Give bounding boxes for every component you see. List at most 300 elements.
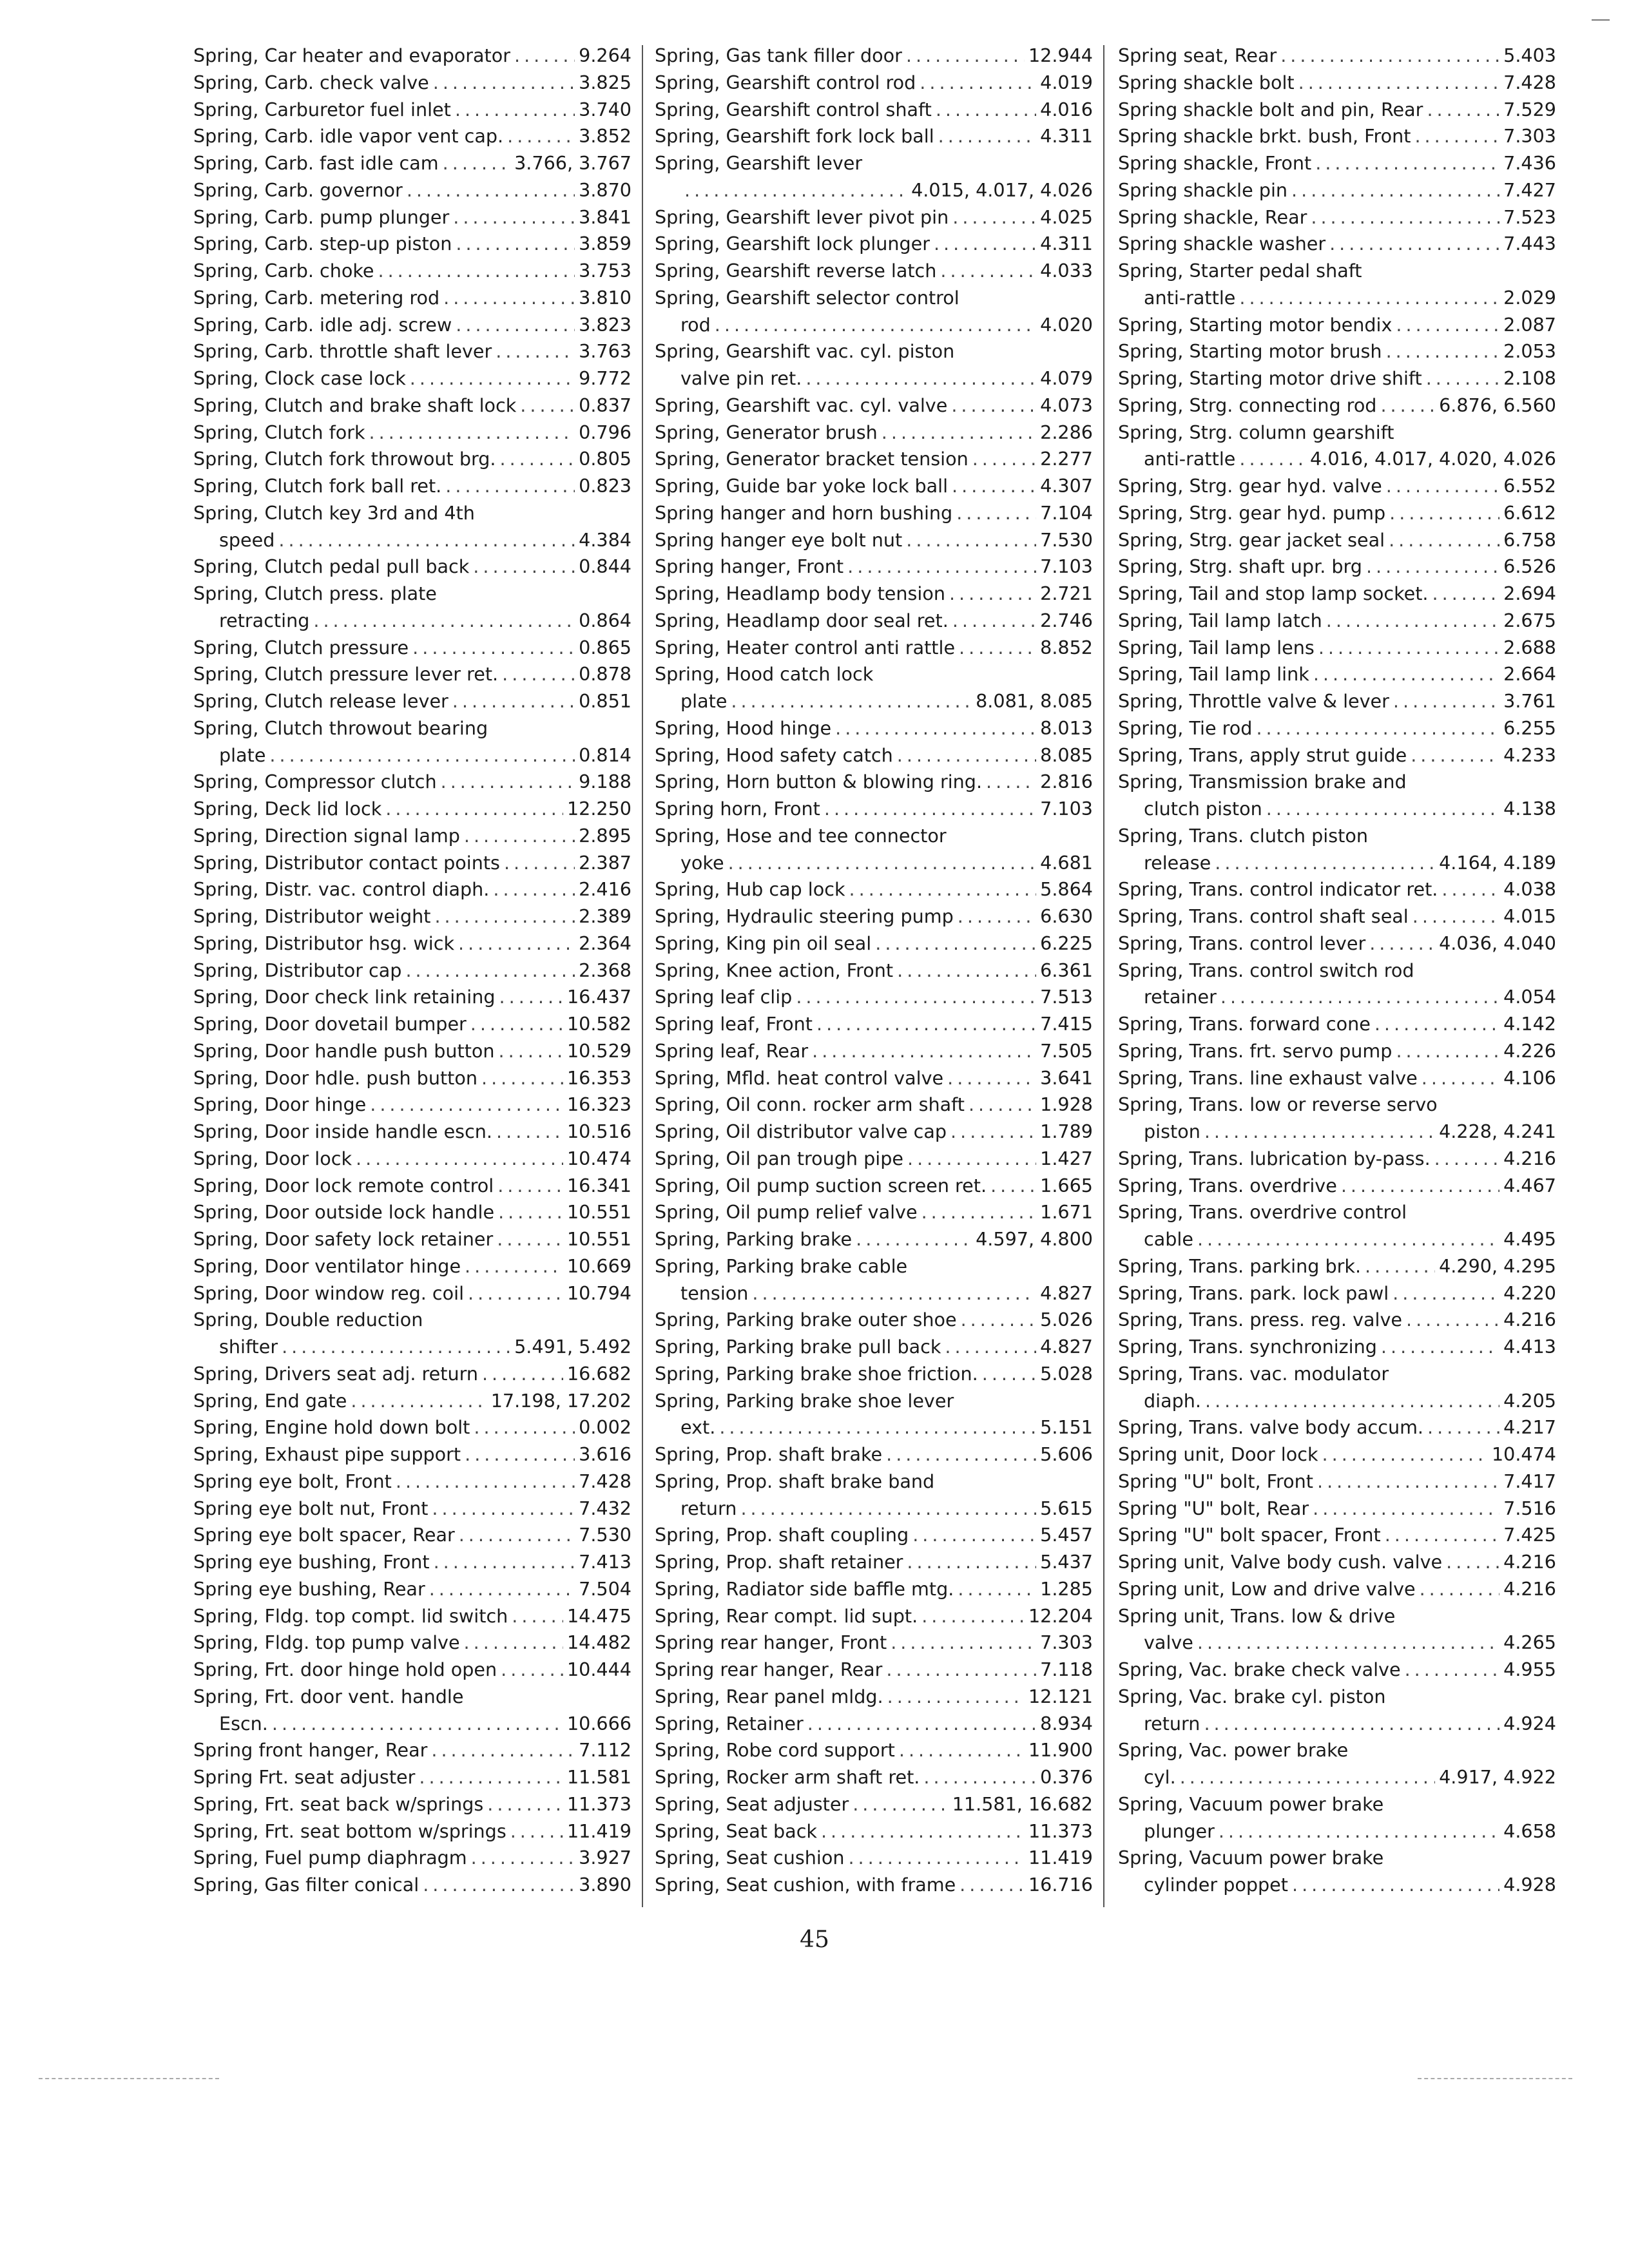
entry-text: plate [680,690,728,712]
entry-text: Spring eye bolt, Front [193,1470,392,1492]
index-entry [655,850,1093,877]
leader-dots [728,850,1037,877]
leader-dots [897,957,1036,985]
entry-text: Spring, Clutch pressure [193,636,409,658]
entry-page-ref: 12.121 [1028,1685,1093,1707]
entry-page-ref: 5.437 [1040,1551,1093,1573]
index-entry [1118,930,1556,957]
index-entry [655,796,1093,823]
leader-dots [958,903,1036,930]
leader-dots [510,1818,563,1845]
leader-dots [972,446,1036,473]
entry-text: Spring, Heater control anti rattle [655,636,956,658]
leader-dots [956,500,1036,527]
index-entry [193,1872,631,1899]
entry-text: Spring, Knee action, Front [655,959,894,981]
entry-page-ref: 6.361 [1040,959,1093,981]
entry-text: Spring, Fldg. top pump valve [193,1631,460,1654]
entry-text: Spring, Carb. pump plunger [193,206,450,228]
index-entry [193,1226,631,1253]
entry-page-ref: 3.753 [579,260,631,282]
leader-dots [853,1791,949,1818]
index-entry [1118,1226,1556,1253]
entry-page-ref: 10.551 [566,1201,631,1224]
entry-text: Spring shackle bolt and pin, Rear [1118,98,1423,120]
entry-text: Spring, Door window reg. coil [193,1282,465,1304]
entry-text: Spring, Hydraulic steering pump [655,905,954,927]
index-entry [193,285,631,312]
leader-dots [434,1549,575,1576]
entry-text: Spring shackle pin [1118,178,1288,201]
entry-page-ref: 7.303 [1040,1631,1093,1654]
index-entry [193,1038,631,1065]
leader-dots [1298,70,1500,97]
entry-page-ref: 2.721 [1040,582,1093,604]
leader-dots [907,1146,1036,1173]
entry-text: Spring, Door inside handle escn. [193,1120,493,1142]
entry-text: Spring eye bushing, Rear [193,1577,425,1600]
leader-dots [434,903,575,930]
entry-text: Spring, Clock case lock [193,367,406,389]
entry-text: Spring, Gearshift fork lock ball [655,125,934,148]
entry-page-ref: 8.013 [1040,716,1093,739]
leader-dots [897,742,1036,769]
entry-page-ref: 5.615 [1040,1497,1093,1519]
leader-dots [456,231,575,258]
entry-text: Spring shackle washer [1118,233,1326,255]
leader-dots [1381,1334,1499,1361]
leader-dots [1386,338,1500,365]
entry-page-ref: 4.413 [1503,1336,1556,1358]
entry-text: Spring, Gearshift control rod [655,71,916,93]
entry-text: Spring seat, Rear [1118,44,1277,66]
entry-text: Spring, Trans. overdrive [1118,1174,1337,1196]
leader-dots [458,930,575,957]
index-entry [193,1711,631,1738]
entry-page-ref: 8.852 [1040,636,1093,658]
index-entry [1118,1065,1556,1092]
entry-page-ref: 4.216 [1503,1577,1556,1600]
index-entry [655,1522,1093,1549]
entry-text: Spring, Tail lamp latch [1118,609,1322,631]
leader-dots [1396,1038,1499,1065]
index-entry [655,1091,1093,1119]
index-entry [193,1522,631,1549]
entry-text: Spring, Clutch pressure lever ret. [193,663,499,686]
index-entry-heading: Spring, Gearshift vac. cyl. piston [655,340,955,363]
entry-page-ref: 11.581, 16.682 [952,1792,1093,1815]
entry-text: Spring, Clutch release lever [193,690,448,712]
index-entry-heading: Spring, Parking brake shoe lever [655,1389,954,1412]
leader-dots [512,1603,563,1630]
index-entry [655,876,1093,903]
index-entry [1118,123,1556,150]
leader-dots [1411,742,1499,769]
leader-dots [496,1119,563,1146]
index-entry [655,635,1093,662]
index-entry [655,553,1093,581]
entry-text: Spring, Trans. frt. servo pump [1118,1039,1393,1062]
entry-page-ref: 16.437 [566,986,631,1008]
index-entry [1118,285,1556,312]
entry-page-ref: 4.955 [1503,1658,1556,1680]
leader-dots [1204,1711,1499,1738]
entry-page-ref: 10.444 [566,1658,631,1680]
entry-text: Spring, Parking brake outer shoe [655,1309,957,1331]
leader-dots [950,1119,1036,1146]
entry-page-ref: 2.694 [1503,582,1556,604]
index-entry [655,1576,1093,1603]
leader-dots [921,1603,1025,1630]
entry-page-ref: 4.495 [1503,1228,1556,1250]
index-entry [1118,715,1556,742]
entry-page-ref: 7.530 [1040,528,1093,551]
index-entry [655,1334,1093,1361]
index-entry [193,1629,631,1657]
entry-text: Spring, Gas tank filler door [655,44,902,66]
page-number: 45 [800,1927,829,1953]
index-entry [1118,635,1556,662]
entry-text: retracting [219,609,310,631]
leader-dots [423,1872,575,1899]
entry-page-ref: 2.688 [1503,636,1556,658]
index-entry [655,1414,1093,1441]
entry-text: speed [219,528,275,551]
entry-text: Spring, Trans. forward cone [1118,1013,1371,1035]
entry-text: Spring, Hood hinge [655,716,832,739]
entry-page-ref: 3.761 [1503,690,1556,712]
entry-text: Spring leaf, Rear [655,1039,809,1062]
index-entry [655,1280,1093,1307]
leader-dots [455,97,575,124]
entry-text: return [680,1497,737,1519]
leader-dots [1341,1173,1499,1200]
index-entry [193,527,631,554]
entry-text: plunger [1144,1820,1215,1842]
leader-dots [906,43,1025,70]
entry-text: Spring, Trans. park. lock pawl [1118,1282,1389,1304]
index-column-3 [1118,43,1556,1899]
entry-text: Spring, Starting motor drive shift [1118,367,1422,389]
index-entry [1118,1119,1556,1146]
leader-dots [1446,1549,1499,1576]
entry-text: Spring, Trans. press. reg. valve [1118,1309,1402,1331]
entry-page-ref: 7.428 [579,1470,631,1492]
leader-dots [835,715,1036,742]
entry-text: Spring, Seat cushion, with frame [655,1874,956,1896]
entry-text: Spring, Clutch fork [193,421,365,443]
leader-dots [875,930,1036,957]
leader-dots [1369,930,1435,957]
entry-page-ref: 3.890 [579,1874,631,1896]
index-entry [1118,1441,1556,1468]
leader-dots [356,1146,563,1173]
entry-text: Spring, Compressor clutch [193,771,437,793]
index-entry [193,850,631,877]
index-entry [193,1414,631,1441]
entry-text: Spring, Tie rod [1118,716,1253,739]
index-entry [193,742,631,769]
entry-text: Spring, Mfld. heat control valve [655,1066,944,1089]
entry-page-ref: 11.373 [1028,1820,1093,1842]
entry-text: Spring "U" bolt spacer, Front [1118,1524,1381,1546]
leader-dots [412,635,575,662]
entry-page-ref: 1.285 [1040,1577,1093,1600]
entry-page-ref: 4.020 [1040,313,1093,336]
leader-dots [452,688,575,715]
index-entry [1118,1522,1556,1549]
entry-page-ref: 1.789 [1040,1120,1093,1142]
entry-text: Spring, Hood safety catch [655,744,893,766]
entry-page-ref: 4.220 [1503,1282,1556,1304]
entry-page-ref: 7.427 [1503,178,1556,201]
entry-text: Spring, Clutch fork throwout brg. [193,448,496,470]
leader-dots [796,984,1036,1011]
leader-dots [1412,903,1499,930]
entry-text: Spring, Horn button & blowing ring. [655,771,983,793]
index-entry [193,123,631,150]
entry-text: Spring shackle bolt [1118,71,1295,93]
index-entry [1118,1872,1556,1899]
entry-page-ref: 12.204 [1028,1604,1093,1627]
leader-dots [1441,876,1499,903]
entry-page-ref: 16.353 [566,1066,631,1089]
entry-text: shifter [219,1336,278,1358]
index-entry [193,473,631,500]
entry-text: valve [1144,1631,1193,1654]
leader-dots [498,1199,563,1226]
leader-dots [961,1307,1037,1334]
leader-dots [812,1038,1036,1065]
index-entry [193,177,631,204]
leader-dots [936,97,1036,124]
entry-page-ref: 0.002 [579,1416,631,1439]
entry-text: Spring, Trans. line exhaust valve [1118,1066,1418,1089]
entry-page-ref: 4.597, 4.800 [976,1228,1093,1250]
leader-dots [497,1173,563,1200]
entry-text: Spring, Gearshift lock plunger [655,233,930,255]
index-entry [193,1119,631,1146]
index-entry [1118,1657,1556,1684]
entry-text: Spring hanger, Front [655,555,844,578]
entry-page-ref: 4.025 [1040,206,1093,228]
entry-text: Spring eye bolt spacer, Rear [193,1524,455,1546]
index-entry-heading: Spring, Clutch press. plate [193,582,437,604]
entry-page-ref: 0.814 [579,744,631,766]
entry-text: Spring, Door dovetail bumper [193,1013,467,1035]
leader-dots [1389,527,1499,554]
entry-page-ref: 10.669 [566,1254,631,1277]
entry-text: Spring, Gearshift control shaft [655,98,932,120]
entry-text: Spring, Prop. shaft retainer [655,1551,903,1573]
entry-page-ref: 16.341 [566,1174,631,1196]
entry-text: Spring, Headlamp body tension [655,582,945,604]
entry-page-ref: 8.081, 8.085 [976,690,1093,712]
entry-text: Spring, Trans. control indicator ret. [1118,878,1438,901]
entry-page-ref: 2.675 [1503,609,1556,631]
leader-dots [1239,446,1306,473]
leader-dots [1380,392,1435,419]
leader-dots [1180,1764,1435,1791]
leader-dots [982,1361,1036,1388]
entry-text: Spring, Door ventilator hinge [193,1254,461,1277]
entry-text: Spring, Trans. control lever [1118,932,1366,954]
index-entry [1118,1253,1556,1280]
leader-dots [429,1576,575,1603]
entry-page-ref: 7.432 [579,1497,631,1519]
leader-dots [821,1818,1025,1845]
index-entry [193,312,631,339]
index-entry-heading: Spring, Clutch throwout bearing [193,716,488,739]
entry-text: Spring, End gate [193,1389,347,1412]
leader-dots [1389,500,1499,527]
index-column-1 [193,43,631,1899]
entry-page-ref: 4.827 [1040,1282,1093,1304]
entry-page-ref: 11.419 [1028,1847,1093,1869]
entry-page-ref: 10.794 [566,1282,631,1304]
entry-text: Spring, Clutch fork ball ret. [193,475,442,497]
leader-dots [923,1764,1036,1791]
entry-page-ref: 10.516 [566,1120,631,1142]
index-entry [193,1764,631,1791]
entry-page-ref: 10.474 [566,1147,631,1169]
entry-text: Spring, Guide bar yoke lock ball [655,475,949,497]
entry-page-ref: 7.505 [1040,1039,1093,1062]
leader-dots [504,850,575,877]
leader-dots [464,823,575,850]
index-entry [655,258,1093,285]
index-entry [655,1307,1093,1334]
entry-page-ref: 12.250 [566,798,631,820]
entry-text: Spring, Car heater and evaporator [193,44,510,66]
index-entry [655,1629,1093,1657]
leader-dots [906,527,1036,554]
entry-text: Spring, Carb. metering rod [193,286,440,309]
leader-dots [272,1711,563,1738]
entry-text: cyl. [1144,1766,1176,1788]
index-entry [1118,1038,1556,1065]
index-entry-heading: Spring, Trans. vac. modulator [1118,1362,1389,1385]
index-entry-heading: Spring, Strg. column gearshift [1118,421,1394,443]
entry-text: Spring, Frt. door hinge hold open [193,1658,497,1680]
entry-page-ref: 10.582 [566,1013,631,1035]
entry-text: cylinder poppet [1144,1874,1288,1896]
entry-text: Spring, Direction signal lamp [193,824,460,847]
entry-page-ref: 2.087 [1503,313,1556,336]
index-entry [655,1146,1093,1173]
entry-page-ref: 4.142 [1503,1013,1556,1035]
leader-dots [807,1711,1036,1738]
index-entry [1118,177,1556,204]
entry-page-ref: 2.389 [579,905,631,927]
leader-dots [313,608,575,635]
entry-page-ref: 3.859 [579,233,631,255]
leader-dots [1315,150,1499,177]
entry-page-ref: 14.475 [566,1604,631,1627]
index-entry [1118,1468,1556,1495]
entry-page-ref: 10.474 [1491,1443,1556,1465]
leader-dots [410,365,575,392]
entry-page-ref: 6.630 [1040,905,1093,927]
entry-page-ref: 6.876, 6.560 [1439,394,1556,416]
leader-dots [947,1065,1036,1092]
leader-dots [481,1065,563,1092]
entry-text: Spring shackle, Rear [1118,206,1307,228]
entry-text: Spring, Carb. governor [193,178,403,201]
index-entry [655,177,1093,204]
entry-text: valve pin ret. [680,367,802,389]
entry-page-ref: 10.529 [566,1039,631,1062]
entry-page-ref: 7.104 [1040,501,1093,524]
index-entry [193,1791,631,1818]
leader-dots [471,1845,575,1872]
entry-page-ref: 4.917, 4.922 [1439,1766,1556,1788]
entry-text: Spring, Seat cushion [655,1847,845,1869]
entry-page-ref: 0.865 [579,636,631,658]
index-entry [193,338,631,365]
index-entry [1118,150,1556,177]
index-entry [1118,1711,1556,1738]
entry-page-ref: 4.106 [1503,1066,1556,1089]
entry-page-ref: 3.810 [579,286,631,309]
entry-text: Spring, Oil pump suction screen ret. [655,1174,987,1196]
entry-text: Spring unit, Door lock [1118,1443,1318,1465]
entry-page-ref: 9.264 [579,44,631,66]
index-entry [193,1468,631,1495]
index-entry [193,1280,631,1307]
entry-text: anti-rattle [1144,448,1236,470]
leader-dots [805,365,1036,392]
leader-dots [465,1441,575,1468]
entry-page-ref: 7.530 [579,1524,631,1546]
entry-page-ref: 6.225 [1040,932,1093,954]
leader-dots [816,1011,1036,1038]
entry-page-ref: 4.205 [1503,1389,1556,1412]
leader-dots [431,1737,575,1764]
index-entry [655,930,1093,957]
index-entry [1118,1764,1556,1791]
index-entry [1118,661,1556,688]
leader-dots [396,1468,575,1495]
entry-page-ref: 3.641 [1040,1066,1093,1089]
index-entry [1118,446,1556,473]
entry-page-ref: 1.928 [1040,1093,1093,1116]
index-entry-heading: Spring, Frt. door vent. handle [193,1685,464,1707]
entry-text: Spring, Carb. idle adj. screw [193,313,452,336]
entry-text: ext. [680,1416,716,1439]
index-entry [655,608,1093,635]
entry-text: Spring, Vac. brake check valve [1118,1658,1401,1680]
leader-dots [1329,231,1499,258]
entry-page-ref: 2.364 [579,932,631,954]
leader-dots [990,1173,1036,1200]
leader-dots [969,1091,1036,1119]
index-entry [655,1226,1093,1253]
entry-page-ref: 4.233 [1503,744,1556,766]
index-entry [655,581,1093,608]
leader-dots [1292,1872,1499,1899]
entry-text: Spring, Prop. shaft brake [655,1443,883,1465]
entry-text: Spring, Oil pan trough pipe [655,1147,903,1169]
entry-page-ref: 4.467 [1503,1174,1556,1196]
entry-page-ref: 7.436 [1503,152,1556,174]
index-entry [193,1495,631,1523]
entry-text: Spring, Distributor cap [193,959,402,981]
entry-text: Spring, Distributor weight [193,905,431,927]
index-entry [655,1495,1093,1523]
entry-text: Spring, Radiator side baffle mtg. [655,1577,954,1600]
leader-dots [501,1657,563,1684]
